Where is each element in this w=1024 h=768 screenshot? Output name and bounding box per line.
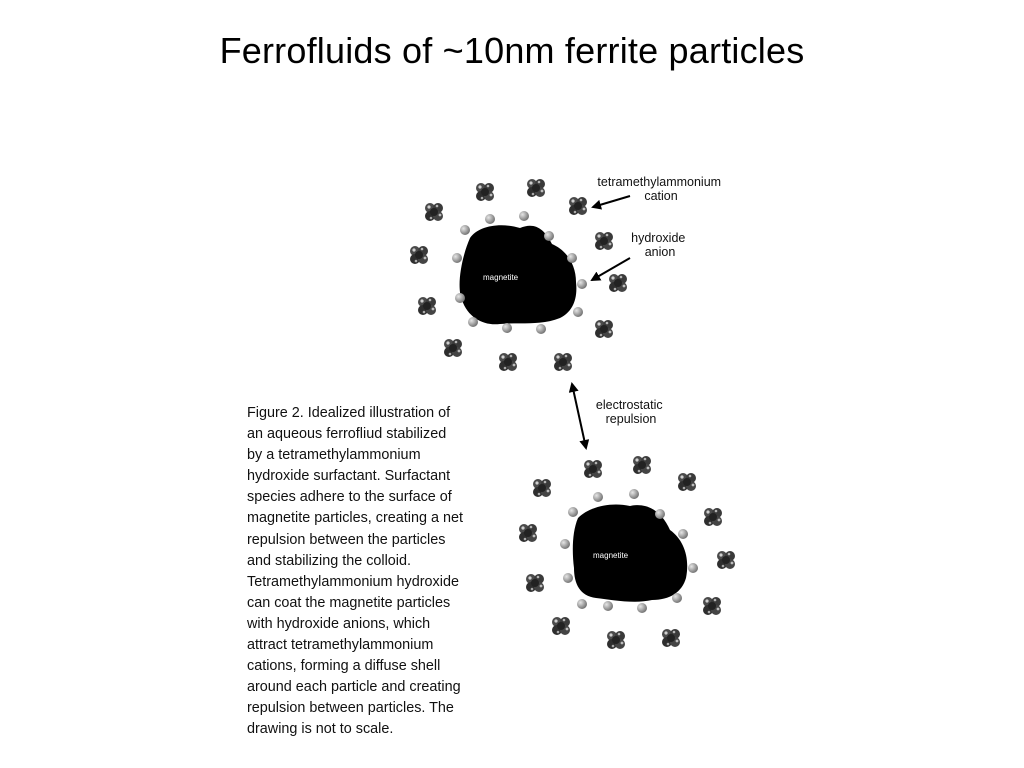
cation-cluster-icon bbox=[662, 629, 680, 647]
cation-label-line2: cation bbox=[644, 189, 678, 203]
cation-callout-arrow bbox=[593, 196, 630, 207]
figure-caption bbox=[247, 403, 483, 741]
cation-cluster-icon bbox=[607, 631, 625, 649]
cation-cluster-icon bbox=[704, 508, 722, 526]
caption-line: Figure 2. Idealized illustration of bbox=[247, 405, 451, 421]
caption-line: Tetramethylammonium hydroxide bbox=[247, 573, 459, 590]
hydroxide-anion-icon bbox=[577, 599, 587, 609]
hydroxide-anion-icon bbox=[560, 539, 570, 549]
repulsion-label-line2: repulsion bbox=[605, 412, 657, 426]
cation-cluster-icon bbox=[717, 551, 735, 569]
magnetite-particle-bottom bbox=[519, 456, 735, 649]
cation-cluster-icon bbox=[569, 197, 587, 215]
caption-line: and stabilizing the colloid. bbox=[247, 552, 411, 569]
hydroxide-anion-icon bbox=[573, 307, 583, 317]
repulsion-label bbox=[596, 398, 666, 426]
cation-cluster-icon bbox=[527, 179, 545, 197]
hydroxide-anion-icon bbox=[568, 507, 578, 517]
cation-cluster-icon bbox=[533, 479, 551, 497]
magnetite-label-top: magnetite bbox=[483, 273, 519, 282]
cation-cluster-icon bbox=[633, 456, 651, 474]
hydroxide-anion-icon bbox=[637, 603, 647, 613]
hydroxide-anion-icon bbox=[678, 529, 688, 539]
caption-line: with hydroxide anions, which bbox=[247, 615, 431, 632]
hydroxide-anion-icon bbox=[502, 323, 512, 333]
hydroxide-anion-icon bbox=[460, 225, 470, 235]
hydroxide-anion-icon bbox=[655, 509, 665, 519]
hydroxide-anion-icon bbox=[468, 317, 478, 327]
caption-line: can coat the magnetite particles bbox=[247, 594, 451, 611]
magnetite-particle-top bbox=[410, 179, 627, 371]
hydroxide-anion-icon bbox=[485, 214, 495, 224]
magnetite-label-bottom: magnetite bbox=[593, 551, 629, 560]
hydroxide-anion-icon bbox=[688, 563, 698, 573]
hydroxide-anion-icon bbox=[544, 231, 554, 241]
repulsion-label-line1: electrostatic bbox=[595, 398, 663, 412]
magnetite-core-bottom bbox=[573, 505, 687, 602]
caption-line: cations, forming a diffuse shell bbox=[247, 658, 441, 675]
hydroxide-anion-icon bbox=[567, 253, 577, 263]
double-arrow-icon bbox=[572, 384, 586, 448]
slide-title: Ferrofluids of ~10nm ferrite particles bbox=[219, 30, 805, 71]
cation-cluster-icon bbox=[595, 232, 613, 250]
hydroxide-anion-icon bbox=[593, 492, 603, 502]
caption-line: repulsion between the particles bbox=[247, 531, 446, 548]
hydroxide-anion-icon bbox=[452, 253, 462, 263]
cation-cluster-icon bbox=[410, 246, 428, 264]
caption-line: repulsion between particles. The bbox=[247, 700, 454, 717]
caption-line: hydroxide surfactant. Surfactant bbox=[247, 468, 451, 485]
anion-label-line2: anion bbox=[644, 245, 676, 259]
caption-line: species adhere to the surface of bbox=[247, 489, 452, 506]
cation-cluster-icon bbox=[703, 597, 721, 615]
caption-line: drawing is not to scale. bbox=[247, 721, 394, 738]
caption-line: an aqueous ferrofliud stabilized bbox=[247, 426, 447, 443]
hydroxide-anion-icon bbox=[672, 593, 682, 603]
caption-line: attract tetramethylammonium bbox=[247, 637, 434, 654]
hydroxide-anion-icon bbox=[603, 601, 613, 611]
hydroxide-anion-icon bbox=[455, 293, 465, 303]
cation-cluster-icon bbox=[552, 617, 570, 635]
caption-line: by a tetramethylammonium bbox=[247, 447, 421, 464]
cation-cluster-icon bbox=[418, 297, 436, 315]
anion-label bbox=[631, 231, 689, 259]
cation-cluster-icon bbox=[554, 353, 572, 371]
hydroxide-anion-icon bbox=[563, 573, 573, 583]
hydroxide-anion-icon bbox=[629, 489, 639, 499]
cation-cluster-icon bbox=[519, 524, 537, 542]
cation-cluster-icon bbox=[609, 274, 627, 292]
caption-line: magnetite particles, creating a net bbox=[247, 510, 463, 527]
cation-label-line1: tetramethylammonium bbox=[597, 175, 722, 189]
cation-cluster-icon bbox=[584, 460, 602, 478]
cation-label bbox=[597, 175, 724, 203]
hydroxide-anion-icon bbox=[536, 324, 546, 334]
anion-label-line1: hydroxide bbox=[631, 231, 686, 245]
cation-cluster-icon bbox=[499, 353, 517, 371]
cation-cluster-icon bbox=[425, 203, 443, 221]
cation-cluster-icon bbox=[444, 339, 462, 357]
cation-cluster-icon bbox=[526, 574, 544, 592]
cation-cluster-icon bbox=[678, 473, 696, 491]
hydroxide-anion-icon bbox=[519, 211, 529, 221]
hydroxide-anion-icon bbox=[577, 279, 587, 289]
cation-cluster-icon bbox=[476, 183, 494, 201]
cation-cluster-icon bbox=[595, 320, 613, 338]
caption-line: around each particle and creating bbox=[247, 679, 461, 696]
